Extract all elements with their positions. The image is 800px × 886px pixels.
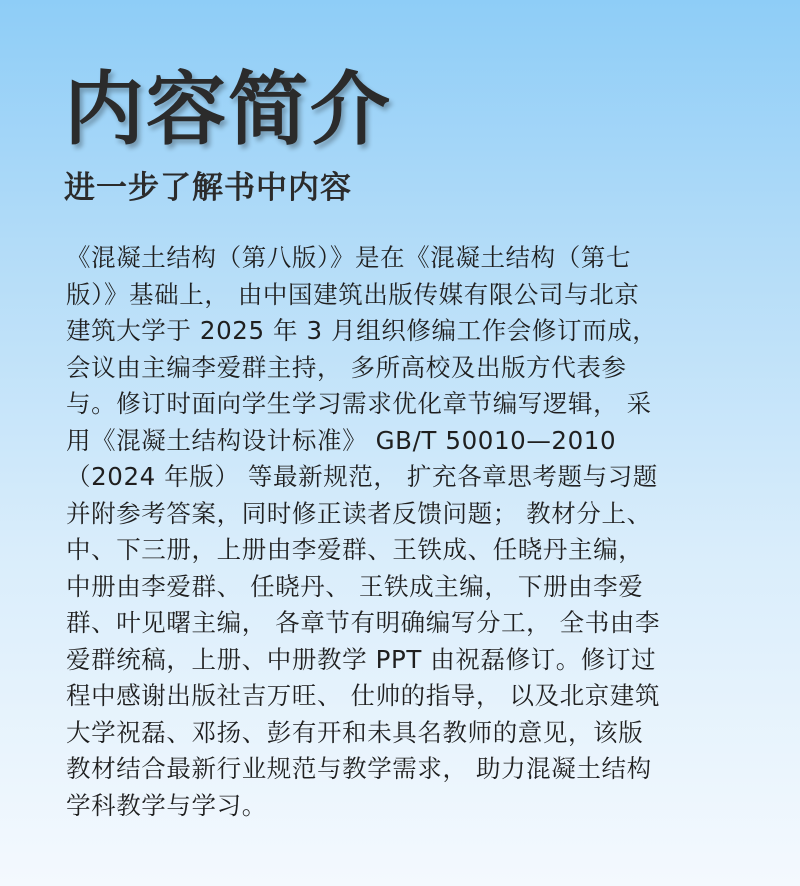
description-line: 学科教学与学习。 <box>66 790 267 820</box>
description-line: 大学祝磊、邓扬、彭有开和未具名教师的意见，该版 <box>66 717 644 747</box>
description-line: （2024 年版） 等最新规范， 扩充各章思考题与习题 <box>66 462 658 491</box>
description-line: 《混凝土结构（第八版）》是在《混凝土结构（第七 <box>66 243 632 272</box>
page-title: 内容简介 <box>64 63 392 156</box>
description-line: 与。修订时面向学生学习需求优化章节编写逻辑， 采 <box>66 389 652 418</box>
description-line: 程中感谢出版社吉万旺、 仕帅的指导， 以及北京建筑 <box>66 681 661 710</box>
header <box>64 62 392 208</box>
description-line: 建筑大学于 2025 年 3 月组织修编工作会修订而成， <box>66 316 658 345</box>
page-subtitle: 进一步了解书中内容 <box>64 170 352 206</box>
description-line: 中册由李爱群、 任晓丹、 王铁成主编， 下册由李爱 <box>66 571 644 601</box>
description-line: 会议由主编李爱群主持， 多所高校及出版方代表参 <box>66 352 627 382</box>
description-line: 用《混凝土结构设计标准》 GB/T 50010—2010 <box>66 425 617 455</box>
description-line: 并附参考答案，同时修正读者反馈问题； 教材分上、 <box>66 498 652 528</box>
description-line: 群、叶见曙主编， 各章节有明确编写分工， 全书由李 <box>66 608 661 637</box>
description-line: 教材结合最新行业规范与教学需求， 助力混凝土结构 <box>66 754 652 783</box>
description-line: 中、下三册，上册由李爱群、王铁成、任晓丹主编， <box>66 535 644 564</box>
description-line: 爱群统稿，上册、中册教学 PPT 由祝磊修订。修订过 <box>66 644 657 674</box>
book-description <box>66 240 738 824</box>
description-line: 版）》基础上， 由中国建筑出版传媒有限公司与北京 <box>66 279 640 309</box>
